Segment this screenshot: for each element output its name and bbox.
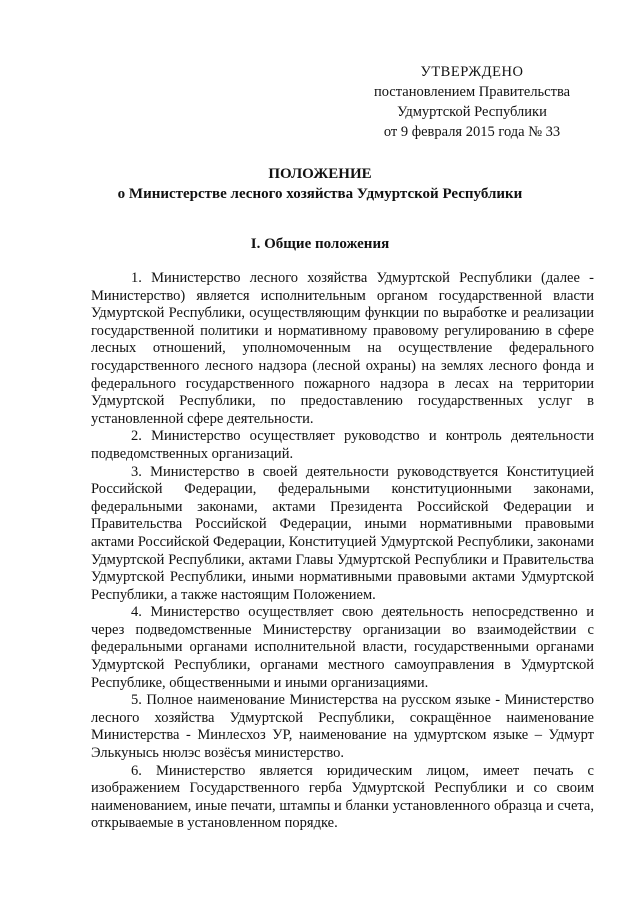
approval-line-2: Удмуртской Республики <box>397 104 547 120</box>
paragraph-5: 5. Полное наименование Министерства на русском языке - Министерство лесного хозяйства Удмуртской Республики, сокращённое наименование Министерства - Минлесхоз УР, наименование на удмуртском языке – Удмурт Элькунысь нюлэс возёсъя министерство. <box>91 692 594 762</box>
title-main: ПОЛОЖЕНИЕ <box>268 166 372 182</box>
approval-line-1: постановлением Правительства <box>373 84 571 100</box>
paragraph-3: 3. Министерство в своей деятельности руководствуется Конституцией Российской Федерации, федеральными конституционными законами, федеральными законами, актами Президента Российской Федерации и Правительства Российской Федерации, иными нормативными правовыми актами Российской Федерации, Конституцией Удмуртской Республики, законами Удмуртской Республики, актами Главы Удмуртской Республики и Правительства Удмуртской Республики, иными нормативными правовыми актами Удмуртской Республики, а также настоящим Положением. <box>91 463 594 603</box>
paragraph-1: 1. Министерство лесного хозяйства Удмуртской Республики (далее - Министерство) является исполнительным органом государственной власти Удмуртской Республики, осуществляющим функции по выработке и реализации государственной политики и нормативному правовому регулированию в сфере лесных отношений, уполномоченным на осуществление федерального государственного лесного надзора (лесной охраны) на землях лесного фонда и федерального государственного пожарного надзора в лесах на территории Удмуртской Республики, по предоставлению государственных услуг в установленной сфере деятельности. <box>91 270 594 427</box>
paragraph-4: 4. Министерство осуществляет свою деятельность непосредственно и через подведомственные Министерству организации во взаимодействии с федеральными органами исполнительной власти, государственными органами Удмуртской Республики, органами местного самоуправления в Удмуртской Республике, общественными и иными организациями. <box>91 604 594 691</box>
paragraph-2: 2. Министерство осуществляет руководство и контроль деятельности подведомственных организаций. <box>91 428 594 462</box>
section-heading: I. Общие положения <box>250 236 390 252</box>
approval-stamp: УТВЕРЖДЕНО <box>420 64 524 80</box>
approval-line-3: от 9 февраля 2015 года № 33 <box>383 124 561 140</box>
paragraph-6: 6. Министерство является юридическим лицом, имеет печать с изображением Государственного герба Удмуртской Республики и со своим наименованием, иные печати, штампы и бланки установленного образца и счета, открываемые в установленном порядке. <box>91 762 594 832</box>
approval-block <box>372 62 572 142</box>
title-subtitle: о Министерстве лесного хозяйства Удмуртской Республики <box>117 186 523 202</box>
document-body <box>91 270 594 833</box>
document-title <box>60 164 580 204</box>
